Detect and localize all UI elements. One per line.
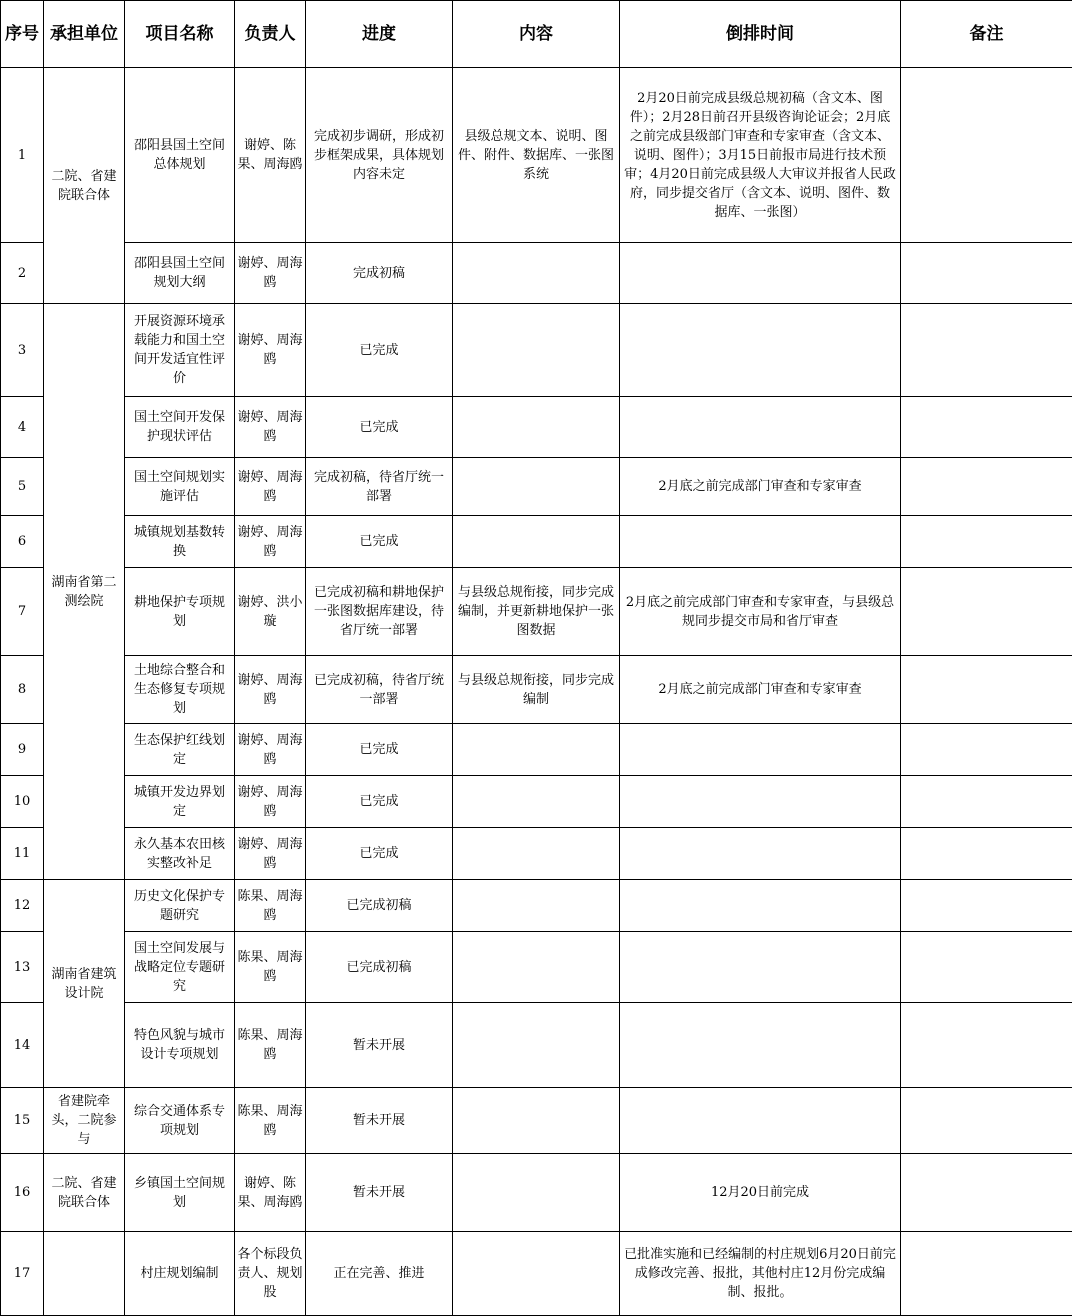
unit-cell: 二院、省建院联合体	[44, 1154, 125, 1232]
table-row	[1, 397, 1072, 458]
owner: 谢婷、周海鸥	[235, 397, 306, 458]
progress: 暂未开展	[306, 1154, 453, 1232]
progress: 已完成	[306, 828, 453, 880]
content: 县级总规文本、说明、图件、附件、数据库、一张图系统	[453, 68, 620, 243]
table-row	[1, 458, 1072, 516]
schedule	[620, 880, 901, 932]
schedule	[620, 828, 901, 880]
row-no: 17	[1, 1232, 44, 1316]
note	[901, 68, 1072, 243]
content	[453, 1232, 620, 1316]
table-row	[1, 776, 1072, 828]
progress: 正在完善、推进	[306, 1232, 453, 1316]
progress: 完成初稿	[306, 243, 453, 304]
schedule	[620, 724, 901, 776]
table-row	[1, 880, 1072, 932]
project-name: 国土空间规划实施评估	[125, 458, 235, 516]
row-no: 13	[1, 932, 44, 1003]
unit-cell	[44, 1232, 125, 1316]
owner: 谢婷、陈果、周海鸥	[235, 68, 306, 243]
owner: 谢婷、周海鸥	[235, 304, 306, 397]
owner: 陈果、周海鸥	[235, 1003, 306, 1088]
note	[901, 656, 1072, 724]
owner: 谢婷、陈果、周海鸥	[235, 1154, 306, 1232]
note	[901, 516, 1072, 568]
table-row	[1, 932, 1072, 1003]
project-name: 城镇规划基数转换	[125, 516, 235, 568]
schedule: 2月底之前完成部门审查和专家审查，与县级总规同步提交市局和省厅审查	[620, 568, 901, 656]
progress: 暂未开展	[306, 1003, 453, 1088]
project-name: 国土空间发展与战略定位专题研究	[125, 932, 235, 1003]
table-row	[1, 1003, 1072, 1088]
row-no: 5	[1, 458, 44, 516]
row-no: 14	[1, 1003, 44, 1088]
schedule	[620, 1088, 901, 1154]
project-name: 特色风貌与城市设计专项规划	[125, 1003, 235, 1088]
project-name: 乡镇国土空间规划	[125, 1154, 235, 1232]
row-no: 8	[1, 656, 44, 724]
header-unit: 承担单位	[44, 1, 125, 68]
note	[901, 1088, 1072, 1154]
note	[901, 724, 1072, 776]
note	[901, 828, 1072, 880]
unit-cell: 省建院牵头，二院参与	[44, 1088, 125, 1154]
owner: 谢婷、周海鸥	[235, 776, 306, 828]
progress: 已完成初稿	[306, 932, 453, 1003]
row-no: 11	[1, 828, 44, 880]
content	[453, 828, 620, 880]
table-row	[1, 1154, 1072, 1232]
owner: 谢婷、周海鸥	[235, 243, 306, 304]
content	[453, 932, 620, 1003]
progress: 已完成	[306, 304, 453, 397]
schedule	[620, 516, 901, 568]
schedule: 2月底之前完成部门审查和专家审查	[620, 656, 901, 724]
project-name: 土地综合整合和生态修复专项规划	[125, 656, 235, 724]
note	[901, 568, 1072, 656]
schedule	[620, 243, 901, 304]
row-no: 15	[1, 1088, 44, 1154]
note	[901, 243, 1072, 304]
table-row	[1, 568, 1072, 656]
content	[453, 776, 620, 828]
unit-cell: 湖南省第二测绘院	[44, 304, 125, 880]
content	[453, 304, 620, 397]
header-row	[1, 1, 1072, 68]
project-name: 历史文化保护专题研究	[125, 880, 235, 932]
table-row	[1, 243, 1072, 304]
row-no: 12	[1, 880, 44, 932]
content	[453, 243, 620, 304]
owner: 谢婷、周海鸥	[235, 656, 306, 724]
project-name: 村庄规划编制	[125, 1232, 235, 1316]
owner: 陈果、周海鸥	[235, 1088, 306, 1154]
content	[453, 1088, 620, 1154]
table-row	[1, 656, 1072, 724]
note	[901, 776, 1072, 828]
project-name: 邵阳县国土空间规划大纲	[125, 243, 235, 304]
progress: 已完成	[306, 776, 453, 828]
content	[453, 397, 620, 458]
header-progress: 进度	[306, 1, 453, 68]
owner: 谢婷、洪小璇	[235, 568, 306, 656]
project-name: 综合交通体系专项规划	[125, 1088, 235, 1154]
owner: 谢婷、周海鸥	[235, 458, 306, 516]
row-no: 9	[1, 724, 44, 776]
project-name: 邵阳县国土空间总体规划	[125, 68, 235, 243]
header-owner: 负责人	[235, 1, 306, 68]
schedule	[620, 397, 901, 458]
table-row	[1, 68, 1072, 243]
row-no: 6	[1, 516, 44, 568]
table-row	[1, 1232, 1072, 1316]
content	[453, 1154, 620, 1232]
row-no: 16	[1, 1154, 44, 1232]
owner: 陈果、周海鸥	[235, 932, 306, 1003]
row-no: 2	[1, 243, 44, 304]
progress: 已完成初稿，待省厅统一部署	[306, 656, 453, 724]
table-row	[1, 304, 1072, 397]
content	[453, 516, 620, 568]
content	[453, 724, 620, 776]
progress: 完成初稿，待省厅统一部署	[306, 458, 453, 516]
row-no: 1	[1, 68, 44, 243]
progress: 已完成	[306, 724, 453, 776]
row-no: 10	[1, 776, 44, 828]
project-name: 城镇开发边界划定	[125, 776, 235, 828]
note	[901, 304, 1072, 397]
note	[901, 397, 1072, 458]
note	[901, 1003, 1072, 1088]
schedule	[620, 1003, 901, 1088]
progress: 已完成	[306, 516, 453, 568]
table-row	[1, 516, 1072, 568]
row-no: 4	[1, 397, 44, 458]
table-row	[1, 724, 1072, 776]
header-project-name: 项目名称	[125, 1, 235, 68]
progress: 完成初步调研，形成初步框架成果，具体规划内容未定	[306, 68, 453, 243]
content	[453, 880, 620, 932]
header-note: 备注	[901, 1, 1072, 68]
owner: 谢婷、周海鸥	[235, 828, 306, 880]
owner: 陈果、周海鸥	[235, 880, 306, 932]
table-row	[1, 828, 1072, 880]
content	[453, 458, 620, 516]
header-no: 序号	[1, 1, 44, 68]
note	[901, 1154, 1072, 1232]
schedule: 已批准实施和已经编制的村庄规划6月20日前完成修改完善、报批，其他村庄12月份完成编制、报批。	[620, 1232, 901, 1316]
progress: 已完成初稿和耕地保护一张图数据库建设，待省厅统一部署	[306, 568, 453, 656]
owner: 各个标段负责人、规划股	[235, 1232, 306, 1316]
schedule: 2月底之前完成部门审查和专家审查	[620, 458, 901, 516]
project-name: 开展资源环境承载能力和国土空间开发适宜性评价	[125, 304, 235, 397]
owner: 谢婷、周海鸥	[235, 516, 306, 568]
note	[901, 1232, 1072, 1316]
content: 与县级总规衔接，同步完成编制	[453, 656, 620, 724]
project-name: 生态保护红线划定	[125, 724, 235, 776]
content: 与县级总规衔接，同步完成编制，并更新耕地保护一张图数据	[453, 568, 620, 656]
progress: 已完成	[306, 397, 453, 458]
project-name: 耕地保护专项规划	[125, 568, 235, 656]
project-name: 永久基本农田核实整改补足	[125, 828, 235, 880]
schedule	[620, 304, 901, 397]
owner: 谢婷、周海鸥	[235, 724, 306, 776]
header-schedule: 倒排时间	[620, 1, 901, 68]
note	[901, 932, 1072, 1003]
content	[453, 1003, 620, 1088]
unit-cell: 二院、省建院联合体	[44, 68, 125, 304]
note	[901, 458, 1072, 516]
header-content: 内容	[453, 1, 620, 68]
table-row	[1, 1088, 1072, 1154]
schedule: 2月20日前完成县级总规初稿（含文本、图件）；2月28日前召开县级咨询论证会；2月底之前完成县级部门审查和专家审查（含文本、说明、图件）；3月15日前报市局进行技术预审；4月20日前完成县级人大审议并报省人民政府，同步提交省厅（含文本、说明、图件、数据库、一张图）	[620, 68, 901, 243]
progress: 暂未开展	[306, 1088, 453, 1154]
schedule	[620, 932, 901, 1003]
project-name: 国土空间开发保护现状评估	[125, 397, 235, 458]
row-no: 3	[1, 304, 44, 397]
unit-cell: 湖南省建筑设计院	[44, 880, 125, 1088]
note	[901, 880, 1072, 932]
row-no: 7	[1, 568, 44, 656]
progress: 已完成初稿	[306, 880, 453, 932]
schedule: 12月20日前完成	[620, 1154, 901, 1232]
schedule	[620, 776, 901, 828]
